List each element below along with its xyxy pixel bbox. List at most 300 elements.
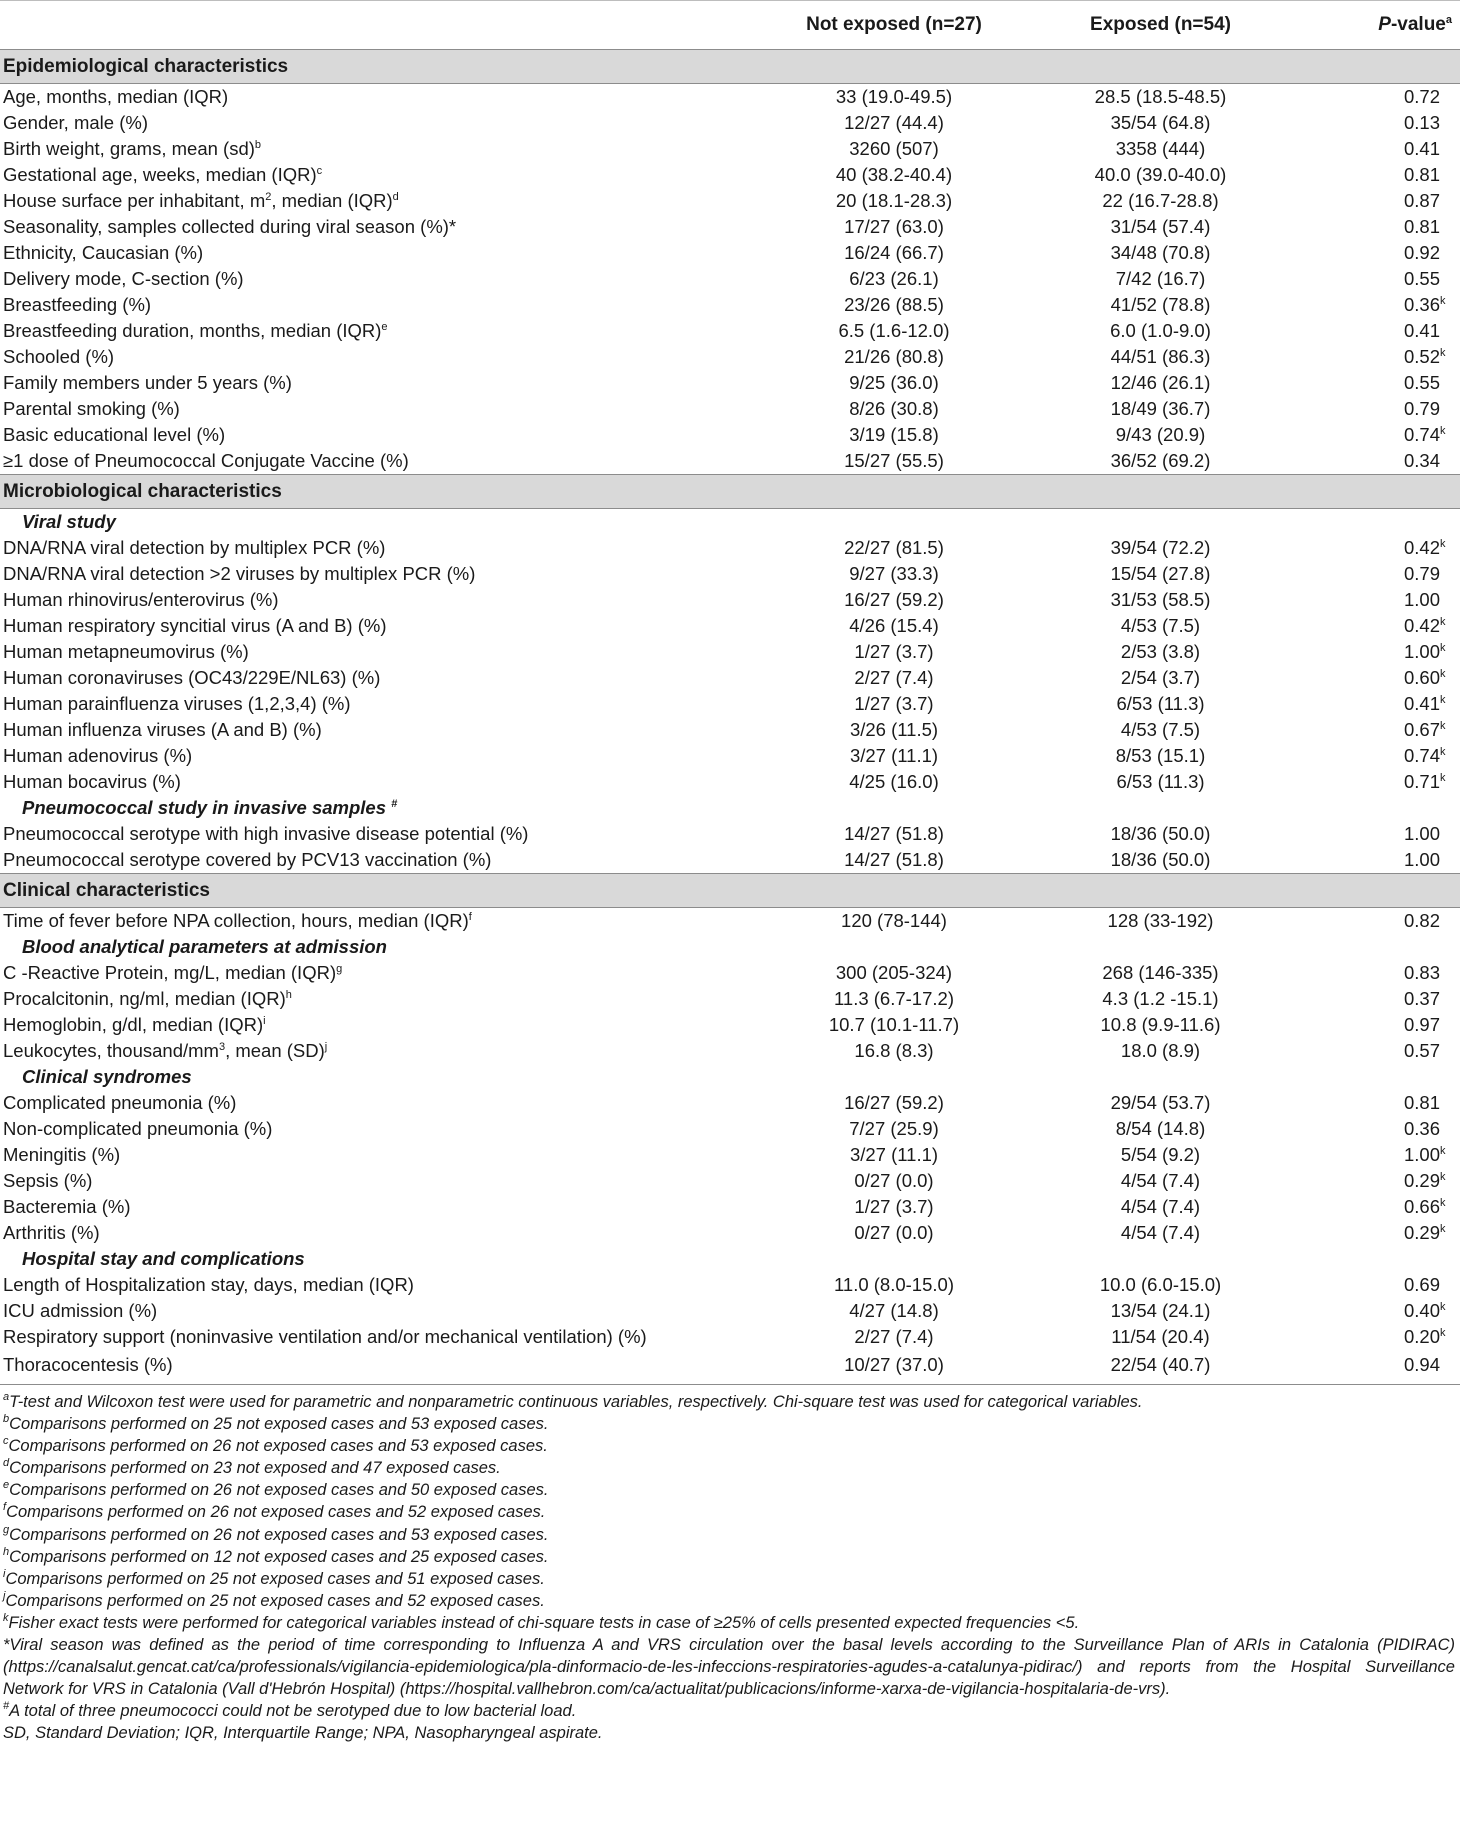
p-value-marker-slot <box>1440 769 1452 795</box>
not-exposed-cell: 9/25 (36.0) <box>849 372 939 393</box>
p-value-cell <box>1293 188 1460 214</box>
header-p-sup: a <box>1445 14 1452 26</box>
row-label-text: Procalcitonin, ng/ml, median (IQR) <box>3 988 286 1009</box>
p-value-cell <box>1293 1012 1460 1038</box>
row-label <box>0 214 760 240</box>
row-label <box>0 874 1460 908</box>
header-p-italic: P <box>1378 14 1391 35</box>
row-label-text: ≥1 dose of Pneumococcal Conjugate Vaccine (%) <box>3 450 409 471</box>
fisher-marker: k <box>1440 642 1446 654</box>
row-label-text: Delivery mode, C-section (%) <box>3 268 244 289</box>
row-label <box>0 50 1460 84</box>
footnote-marker: e <box>381 321 388 333</box>
not-exposed-cell: 0/27 (0.0) <box>854 1170 934 1191</box>
footnote <box>3 1568 1457 1590</box>
table-row <box>0 908 1460 935</box>
row-label <box>0 639 760 665</box>
exposed-cell: 18/36 (50.0) <box>1110 823 1211 844</box>
footnote-marker: d <box>392 191 399 203</box>
row-label-text: C -Reactive Protein, mg/L, median (IQR) <box>3 962 337 983</box>
exposed-cell: 2/54 (3.7) <box>1120 667 1201 688</box>
p-value-cell <box>1293 769 1460 795</box>
row-label <box>0 1064 1460 1090</box>
row-label-text: Basic educational level (%) <box>3 424 226 445</box>
footnote-marker: j <box>324 1041 328 1053</box>
row-label <box>0 908 760 935</box>
table-row <box>0 821 1460 847</box>
row-label <box>0 1298 760 1324</box>
p-value-cell <box>1293 214 1460 240</box>
p-value-text: 0.87 <box>1403 190 1440 211</box>
row-label <box>0 613 760 639</box>
footnote-text: Comparisons performed on 26 not exposed cases and 53 exposed cases. <box>9 1525 549 1544</box>
p-value-text: 0.52 <box>1403 346 1440 367</box>
not-exposed-cell: 120 (78-144) <box>841 910 947 931</box>
row-label <box>0 266 760 292</box>
footnote-text: *Viral season was defined as the period of time corresponding to Influenza A and VRS circulation over the basal levels according to the Surveillance Plan of ARIs in Catalonia (PIDIRAC) (https://canalsalut.gencat.cat/ca/professionals/vigilancia-epidemiologica/pla-dinformacio-de-les-infeccions-respiratories-agudes-a-catalunya-pidirac/) and reports from the Hospital Surveillance Network for VRS in Catalonia (Vall d'Hebrón Hospital) (https://hospital.vallhebron.com/ca/actualitat/publicacions/informe-xarxa-de-vigilancia-hospitalaria-de-vrs). <box>3 1636 1455 1699</box>
p-value-cell <box>1293 960 1460 986</box>
footnote-marker: i <box>263 1015 266 1027</box>
subsection-row <box>0 1246 1460 1272</box>
exposed-cell: 18/36 (50.0) <box>1110 849 1211 870</box>
row-label-text: Human coronaviruses (OC43/229E/NL63) (%) <box>3 667 381 688</box>
table-row <box>0 960 1460 986</box>
table-row <box>0 1350 1460 1385</box>
not-exposed-cell: 21/26 (80.8) <box>844 346 944 367</box>
row-label-text: Human rhinovirus/enterovirus (%) <box>3 589 279 610</box>
p-value-cell <box>1293 691 1460 717</box>
footnote <box>3 1413 1457 1435</box>
row-label-text: Ethnicity, Caucasian (%) <box>3 242 204 263</box>
row-label <box>0 422 760 448</box>
footnote-text: Comparisons performed on 26 not exposed cases and 52 exposed cases. <box>6 1503 546 1522</box>
footnote-mark: c <box>3 1435 9 1448</box>
row-label-text: ICU admission (%) <box>3 1300 158 1321</box>
table-row <box>0 743 1460 769</box>
p-value-marker-slot <box>1440 1298 1452 1324</box>
row-label <box>0 795 1460 821</box>
table-row <box>0 561 1460 587</box>
row-label-tail: , mean (SD) <box>225 1040 325 1061</box>
table-row <box>0 84 1460 111</box>
p-value-text: 0.82 <box>1403 910 1440 931</box>
exposed-cell: 39/54 (72.2) <box>1110 537 1211 558</box>
row-label-text: Blood analytical parameters at admission <box>22 936 387 957</box>
row-label-text: Time of fever before NPA collection, hours, median (IQR) <box>3 910 469 931</box>
p-value-cell <box>1293 717 1460 743</box>
row-label-text: Gestational age, weeks, median (IQR) <box>3 164 317 185</box>
row-label <box>0 475 1460 509</box>
row-label <box>0 821 760 847</box>
footnote-mark: i <box>3 1567 6 1580</box>
fisher-marker: k <box>1440 694 1446 706</box>
not-exposed-cell: 6/23 (26.1) <box>849 268 939 289</box>
not-exposed-cell: 14/27 (51.8) <box>844 849 944 870</box>
not-exposed-cell: 1/27 (3.7) <box>854 1196 934 1217</box>
table-row <box>0 1038 1460 1064</box>
table-row <box>0 691 1460 717</box>
table-row <box>0 613 1460 639</box>
exposed-cell: 41/52 (78.8) <box>1110 294 1211 315</box>
exposed-cell: 12/46 (26.1) <box>1110 372 1211 393</box>
row-label-text: Bacteremia (%) <box>3 1196 131 1217</box>
p-value-cell <box>1293 266 1460 292</box>
not-exposed-cell: 1/27 (3.7) <box>854 693 934 714</box>
row-label <box>0 1090 760 1116</box>
not-exposed-cell: 10.7 (10.1-11.7) <box>828 1014 960 1035</box>
p-value-text: 0.20 <box>1403 1326 1440 1347</box>
footnote-marker: h <box>285 989 292 1001</box>
row-label-text: Seasonality, samples collected during viral season (%)* <box>3 216 457 237</box>
p-value-cell <box>1293 1038 1460 1064</box>
footnote-mark: h <box>3 1545 10 1558</box>
not-exposed-cell: 1/27 (3.7) <box>854 641 934 662</box>
p-value-marker-slot <box>1440 422 1452 448</box>
p-value-text: 0.97 <box>1403 1014 1440 1035</box>
p-value-cell <box>1293 1220 1460 1246</box>
p-value-cell <box>1293 1194 1460 1220</box>
exposed-cell: 4/53 (7.5) <box>1120 719 1201 740</box>
row-label <box>0 934 1460 960</box>
exposed-cell: 2/53 (3.8) <box>1120 641 1201 662</box>
p-value-cell <box>1293 318 1460 344</box>
exposed-cell: 18/49 (36.7) <box>1110 398 1211 419</box>
row-label <box>0 691 760 717</box>
not-exposed-cell: 15/27 (55.5) <box>844 450 944 471</box>
p-value-cell <box>1293 396 1460 422</box>
not-exposed-cell: 9/27 (33.3) <box>849 563 939 584</box>
row-label <box>0 847 760 874</box>
table-row <box>0 110 1460 136</box>
unit-superscript: 3 <box>218 1041 226 1053</box>
row-label <box>0 1194 760 1220</box>
footnote <box>3 1391 1457 1413</box>
row-label-text: Complicated pneumonia (%) <box>3 1092 237 1113</box>
p-value-cell <box>1293 821 1460 847</box>
footnote-mark: e <box>3 1479 10 1492</box>
not-exposed-cell: 40 (38.2-40.4) <box>835 164 953 185</box>
row-label-text: Epidemiological characteristics <box>3 56 289 77</box>
p-value-marker-slot <box>1440 717 1452 743</box>
exposed-cell: 4/54 (7.4) <box>1120 1196 1201 1217</box>
row-label-text: Human influenza viruses (A and B) (%) <box>3 719 322 740</box>
row-label <box>0 743 760 769</box>
p-value-marker-slot <box>1440 1324 1452 1350</box>
footnote <box>3 1722 1457 1744</box>
not-exposed-cell: 4/25 (16.0) <box>849 771 939 792</box>
footnote-marker: # <box>391 798 398 810</box>
exposed-cell: 36/52 (69.2) <box>1110 450 1211 471</box>
not-exposed-cell: 22/27 (81.5) <box>844 537 944 558</box>
footnote-text: Comparisons performed on 26 not exposed cases and 50 exposed cases. <box>9 1481 549 1500</box>
table-row <box>0 1324 1460 1350</box>
exposed-cell: 34/48 (70.8) <box>1110 242 1211 263</box>
exposed-cell: 7/42 (16.7) <box>1115 268 1206 289</box>
fisher-marker: k <box>1440 616 1446 628</box>
exposed-cell: 8/54 (14.8) <box>1115 1118 1206 1139</box>
footnote <box>3 1524 1457 1546</box>
table-row <box>0 1272 1460 1298</box>
p-value-cell <box>1293 587 1460 613</box>
row-label <box>0 292 760 318</box>
p-value-text: 0.29 <box>1403 1170 1440 1191</box>
row-label <box>0 986 760 1012</box>
row-label <box>0 717 760 743</box>
row-label <box>0 344 760 370</box>
p-value-marker-slot <box>1440 743 1452 769</box>
row-label-text: Human respiratory syncitial virus (A and B) (%) <box>3 615 387 636</box>
row-label-text: Pneumococcal study in invasive samples <box>22 797 392 818</box>
table-row <box>0 1220 1460 1246</box>
footnote-text: T-test and Wilcoxon test were used for parametric and nonparametric continuous variables, respectively. Chi-square test was used for categorical variables. <box>9 1393 1143 1411</box>
exposed-cell: 268 (146-335) <box>1102 962 1219 983</box>
exposed-cell: 22 (16.7-28.8) <box>1102 190 1219 211</box>
not-exposed-cell: 7/27 (25.9) <box>849 1118 939 1139</box>
footnote-text: Comparisons performed on 12 not exposed cases and 25 exposed cases. <box>9 1547 549 1566</box>
p-value-text: 0.34 <box>1403 450 1440 471</box>
p-value-text: 1.00 <box>1403 1144 1440 1165</box>
p-value-cell <box>1293 162 1460 188</box>
row-label <box>0 370 760 396</box>
p-value-cell <box>1293 1350 1460 1385</box>
row-label-text: Human adenovirus (%) <box>3 745 193 766</box>
p-value-text: 0.42 <box>1403 615 1440 636</box>
exposed-cell: 31/53 (58.5) <box>1110 589 1211 610</box>
table-row <box>0 188 1460 214</box>
footnote-mark: f <box>3 1501 7 1514</box>
row-label-text: DNA/RNA viral detection by multiplex PCR (%) <box>3 537 386 558</box>
table-row <box>0 1298 1460 1324</box>
footnote-mark: d <box>3 1457 10 1470</box>
footnote-marker: c <box>316 165 323 177</box>
subsection-row <box>0 795 1460 821</box>
table-row <box>0 1168 1460 1194</box>
not-exposed-cell: 2/27 (7.4) <box>854 667 934 688</box>
p-value-cell <box>1293 639 1460 665</box>
table-row <box>0 422 1460 448</box>
footnote-text: Comparisons performed on 26 not exposed cases and 53 exposed cases. <box>8 1437 548 1456</box>
exposed-cell: 8/53 (15.1) <box>1115 745 1206 766</box>
exposed-cell: 44/51 (86.3) <box>1110 346 1211 367</box>
exposed-cell: 4/53 (7.5) <box>1120 615 1201 636</box>
exposed-cell: 15/54 (27.8) <box>1110 563 1211 584</box>
footnote <box>3 1546 1457 1568</box>
row-label <box>0 587 760 613</box>
footnote <box>3 1501 1457 1523</box>
not-exposed-cell: 11.0 (8.0-15.0) <box>834 1274 954 1295</box>
p-value-cell <box>1293 1272 1460 1298</box>
footnote-marker: f <box>468 911 472 923</box>
p-value-cell <box>1293 847 1460 874</box>
row-label <box>0 960 760 986</box>
not-exposed-cell: 300 (205-324) <box>835 962 953 983</box>
not-exposed-cell: 20 (18.1-28.3) <box>835 190 953 211</box>
table-row <box>0 318 1460 344</box>
table-row <box>0 639 1460 665</box>
p-value-cell <box>1293 110 1460 136</box>
row-label <box>0 769 760 795</box>
not-exposed-cell: 3/27 (11.1) <box>849 1144 939 1165</box>
not-exposed-cell: 10/27 (37.0) <box>760 1350 1025 1385</box>
row-label-text: Birth weight, grams, mean (sd) <box>3 138 255 159</box>
footnote-mark: g <box>3 1523 10 1536</box>
exposed-cell: 29/54 (53.7) <box>1110 1092 1211 1113</box>
fisher-marker: k <box>1440 538 1446 550</box>
exposed-cell: 4.3 (1.2 -15.1) <box>1102 988 1219 1009</box>
fisher-marker: k <box>1440 720 1446 732</box>
table-row <box>0 370 1460 396</box>
row-label-text: DNA/RNA viral detection >2 viruses by multiplex PCR (%) <box>3 563 476 584</box>
table-row <box>0 1090 1460 1116</box>
exposed-cell: 28.5 (18.5-48.5) <box>1094 86 1227 107</box>
exposed-cell: 5/54 (9.2) <box>1120 1144 1201 1165</box>
row-label <box>0 188 760 214</box>
row-label <box>0 665 760 691</box>
table-row <box>0 240 1460 266</box>
row-label-text: House surface per inhabitant, m <box>3 190 266 211</box>
fisher-marker: k <box>1440 1223 1446 1235</box>
table-row <box>0 769 1460 795</box>
exposed-cell: 10.8 (9.9-11.6) <box>1100 1014 1221 1035</box>
row-label <box>0 84 760 111</box>
not-exposed-cell: 3/26 (11.5) <box>849 719 939 740</box>
fisher-marker: k <box>1440 1197 1446 1209</box>
row-label-text: Gender, male (%) <box>3 112 148 133</box>
header-p-rest: -value <box>1390 14 1446 35</box>
p-value-text: 0.81 <box>1403 1092 1440 1113</box>
table-row <box>0 587 1460 613</box>
footnotes <box>0 1385 1460 1745</box>
footnote-text: Fisher exact tests were performed for categorical variables instead of chi-square tests in case of ≥25% of cells presented expected frequencies <5. <box>8 1613 1080 1632</box>
footnote <box>3 1435 1457 1457</box>
table-row <box>0 535 1460 561</box>
p-value-text: 0.71 <box>1403 771 1440 792</box>
row-label-text: Length of Hospitalization stay, days, median (IQR) <box>3 1274 414 1295</box>
p-value-cell <box>1293 665 1460 691</box>
exposed-cell: 6/53 (11.3) <box>1116 693 1205 714</box>
fisher-marker: k <box>1440 1171 1446 1183</box>
table-header <box>0 1 1460 50</box>
subsection-row <box>0 1064 1460 1090</box>
not-exposed-cell: 3/19 (15.8) <box>849 424 939 445</box>
row-label <box>0 1324 760 1350</box>
table-row <box>0 292 1460 318</box>
fisher-marker: k <box>1440 347 1446 359</box>
p-value-text: 1.00 <box>1403 641 1440 662</box>
fisher-marker: k <box>1440 1327 1446 1339</box>
p-value-marker-slot <box>1440 1220 1452 1246</box>
p-value-marker-slot <box>1440 292 1452 318</box>
p-value-cell <box>1293 370 1460 396</box>
row-label-text: Breastfeeding (%) <box>3 294 152 315</box>
exposed-cell: 6.0 (1.0-9.0) <box>1110 320 1211 341</box>
exposed-cell: 13/54 (24.1) <box>1110 1300 1211 1321</box>
row-label-text: Non-complicated pneumonia (%) <box>3 1118 273 1139</box>
footnote-text: Comparisons performed on 25 not exposed cases and 53 exposed cases. <box>9 1415 549 1434</box>
p-value-text: 0.55 <box>1403 268 1440 289</box>
not-exposed-cell: 14/27 (51.8) <box>844 823 944 844</box>
p-value-cell <box>1293 1116 1460 1142</box>
not-exposed-cell: 16.8 (8.3) <box>854 1040 934 1061</box>
row-label <box>0 1220 760 1246</box>
p-value-cell <box>1293 535 1460 561</box>
p-value-cell <box>1293 136 1460 162</box>
row-label-text: Breastfeeding duration, months, median (IQR) <box>3 320 382 341</box>
exposed-cell: 35/54 (64.8) <box>1110 112 1211 133</box>
row-label-text: Hemoglobin, g/dl, median (IQR) <box>3 1014 264 1035</box>
exposed-cell: 9/43 (20.9) <box>1115 424 1206 445</box>
row-label-text: Arthritis (%) <box>3 1222 100 1243</box>
p-value-text: 0.69 <box>1403 1274 1440 1295</box>
p-value-text: 0.57 <box>1403 1040 1440 1061</box>
not-exposed-cell: 2/27 (7.4) <box>854 1326 934 1347</box>
footnote-mark: # <box>3 1700 10 1713</box>
p-value-text: 0.83 <box>1403 962 1440 983</box>
row-label <box>0 1246 1460 1272</box>
exposed-cell: 128 (33-192) <box>1107 910 1214 931</box>
row-label <box>0 1038 760 1064</box>
exposed-cell: 4/54 (7.4) <box>1120 1170 1201 1191</box>
p-value-text: 1.00 <box>1403 849 1440 870</box>
header-p-value <box>1293 1 1460 50</box>
footnote-mark: k <box>3 1611 9 1624</box>
p-value-text: 0.79 <box>1403 563 1440 584</box>
p-value-text: 0.42 <box>1403 537 1440 558</box>
row-label <box>0 509 1460 536</box>
fisher-marker: k <box>1440 1301 1446 1313</box>
not-exposed-cell: 3260 (507) <box>849 138 939 159</box>
p-value-text: 0.81 <box>1403 216 1440 237</box>
exposed-cell: 6/53 (11.3) <box>1116 771 1205 792</box>
p-value-text: 0.79 <box>1403 398 1440 419</box>
row-label-text: Meningitis (%) <box>3 1144 121 1165</box>
p-value-cell <box>1293 1142 1460 1168</box>
p-value-text: 0.81 <box>1403 164 1440 185</box>
fisher-marker: k <box>1440 1145 1446 1157</box>
row-label-text: Human parainfluenza viruses (1,2,3,4) (%) <box>3 693 351 714</box>
table-row <box>0 1142 1460 1168</box>
row-label <box>0 396 760 422</box>
row-label-text: Viral study <box>22 511 116 532</box>
row-label-text: Clinical characteristics <box>3 880 210 901</box>
header-variable <box>0 1 760 50</box>
table-row <box>0 717 1460 743</box>
p-value-text: 0.41 <box>1403 320 1440 341</box>
p-value-marker-slot <box>1440 1142 1452 1168</box>
table-row <box>0 1116 1460 1142</box>
row-label-text: Microbiological characteristics <box>3 481 282 502</box>
exposed-cell: 31/54 (57.4) <box>1110 216 1211 237</box>
p-value-cell <box>1293 344 1460 370</box>
section-row <box>0 874 1460 908</box>
footnote <box>3 1590 1457 1612</box>
row-label-text: Schooled (%) <box>3 346 115 367</box>
table-row <box>0 266 1460 292</box>
exposed-cell: 10.0 (6.0-15.0) <box>1099 1274 1222 1295</box>
p-value-text: 0.60 <box>1403 667 1440 688</box>
p-value-cell <box>1293 1168 1460 1194</box>
p-value-text: 0.29 <box>1403 1222 1440 1243</box>
p-value-cell <box>1293 986 1460 1012</box>
not-exposed-cell: 12/27 (44.4) <box>844 112 944 133</box>
footnote-text: Comparisons performed on 23 not exposed and 47 exposed cases. <box>9 1459 501 1478</box>
row-label <box>0 561 760 587</box>
header-not-exposed: Not exposed (n=27) <box>760 1 1025 50</box>
row-label <box>0 448 760 475</box>
p-value-cell <box>1293 1298 1460 1324</box>
not-exposed-cell: 4/26 (15.4) <box>849 615 939 636</box>
row-label-text: Human metapneumovirus (%) <box>3 641 249 662</box>
